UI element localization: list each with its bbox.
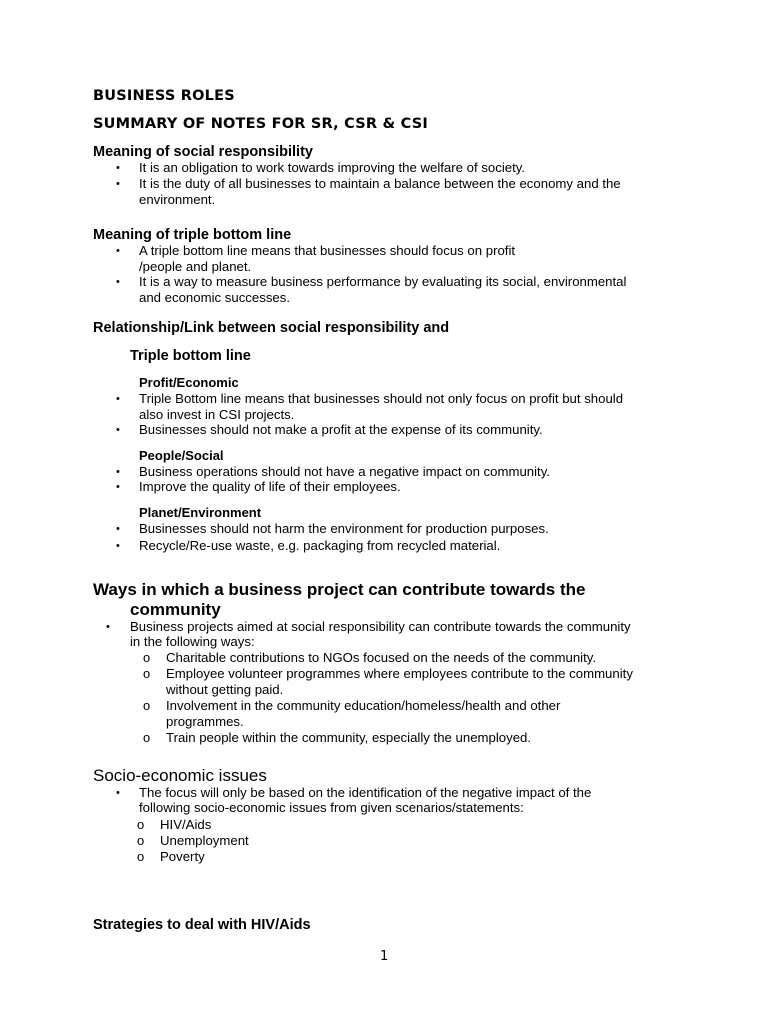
bullet-icon: • — [116, 162, 120, 174]
document-subtitle: SUMMARY OF NOTES FOR SR, CSR & CSI — [93, 116, 428, 132]
people-bullet-2: Improve the quality of life of their employees. — [139, 479, 401, 494]
profit-bullet-1-line-1: Triple Bottom line means that businesses should not only focus on profit but should — [139, 391, 624, 406]
bullet-icon: • — [116, 178, 120, 190]
socio-sub-2: Unemployment — [160, 833, 249, 848]
sub-bullet-icon: o — [137, 849, 145, 864]
people-bullet-1: Business operations should not have a negative impact on community. — [139, 464, 551, 479]
bullet-icon: • — [116, 466, 120, 478]
heading-relationship: Relationship/Link between social responsibility and — [93, 320, 450, 336]
heading-meaning-sr: Meaning of social responsibility — [93, 144, 313, 160]
heading-socio-economic: Socio-economic issues — [93, 766, 267, 785]
bullet-icon: • — [116, 424, 120, 436]
sr-bullet-1: It is an obligation to work towards improving the welfare of society. — [139, 160, 526, 175]
socio-sub-1: HIV/Aids — [160, 817, 212, 832]
bullet-icon: • — [116, 523, 120, 535]
sub-bullet-icon: o — [137, 833, 145, 848]
ways-sub-1: Charitable contributions to NGOs focused on the needs of the community. — [166, 650, 597, 665]
tbl-bullet-1-line-1: A triple bottom line means that businesses should focus on profit — [139, 243, 516, 258]
ways-sub-4: Train people within the community, especially the unemployed. — [166, 730, 532, 745]
tbl-bullet-1-line-2: /people and planet. — [139, 259, 252, 274]
subheading-profit: Profit/Economic — [139, 375, 239, 390]
sub-bullet-icon: o — [137, 817, 145, 832]
socio-sub-3: Poverty — [160, 849, 205, 864]
bullet-icon: • — [116, 540, 120, 552]
sub-bullet-icon: o — [143, 698, 151, 713]
bullet-icon: • — [106, 621, 110, 633]
ways-sub-2-line-2: without getting paid. — [166, 682, 284, 697]
planet-bullet-2: Recycle/Re-use waste, e.g. packaging from recycled material. — [139, 538, 501, 553]
bullet-icon: • — [116, 276, 120, 288]
subheading-planet: Planet/Environment — [139, 505, 262, 520]
sub-bullet-icon: o — [143, 730, 151, 745]
heading-meaning-tbl: Meaning of triple bottom line — [93, 227, 292, 243]
document-title: BUSINESS ROLES — [93, 88, 235, 104]
sub-bullet-icon: o — [143, 650, 151, 665]
ways-bullet-1-line-1: Business projects aimed at social responsibility can contribute towards the community — [130, 619, 631, 634]
heading-strategies: Strategies to deal with HIV/Aids — [93, 917, 311, 933]
socio-bullet-1-line-2: following socio-economic issues from given scenarios/statements: — [139, 800, 524, 815]
heading-ways: Ways in which a business project can contribute towards the — [93, 580, 586, 599]
bullet-icon: • — [116, 481, 120, 493]
socio-bullet-1-line-1: The focus will only be based on the identification of the negative impact of the — [139, 785, 592, 800]
heading-ways-line-2: community — [130, 600, 221, 619]
bullet-icon: • — [116, 787, 120, 799]
page-number: 1 — [380, 949, 389, 964]
ways-sub-3-line-2: programmes. — [166, 714, 244, 729]
tbl-bullet-2-line-1: It is a way to measure business performance by evaluating its social, environmental — [139, 274, 627, 289]
profit-bullet-1-line-2: also invest in CSI projects. — [139, 407, 295, 422]
subheading-people: People/Social — [139, 448, 224, 463]
planet-bullet-1: Businesses should not harm the environment for production purposes. — [139, 521, 549, 536]
heading-relationship-line-2: Triple bottom line — [130, 348, 251, 364]
bullet-icon: • — [116, 245, 120, 257]
ways-bullet-1-line-2: in the following ways: — [130, 634, 255, 649]
sr-bullet-2-line-1: It is the duty of all businesses to maintain a balance between the economy and the — [139, 176, 621, 191]
sr-bullet-2-line-2: environment. — [139, 192, 216, 207]
bullet-icon: • — [116, 393, 120, 405]
ways-sub-3-line-1: Involvement in the community education/homeless/health and other — [166, 698, 561, 713]
profit-bullet-2: Businesses should not make a profit at the expense of its community. — [139, 422, 543, 437]
sub-bullet-icon: o — [143, 666, 151, 681]
ways-sub-2-line-1: Employee volunteer programmes where employees contribute to the community — [166, 666, 633, 681]
tbl-bullet-2-line-2: and economic successes. — [139, 290, 290, 305]
